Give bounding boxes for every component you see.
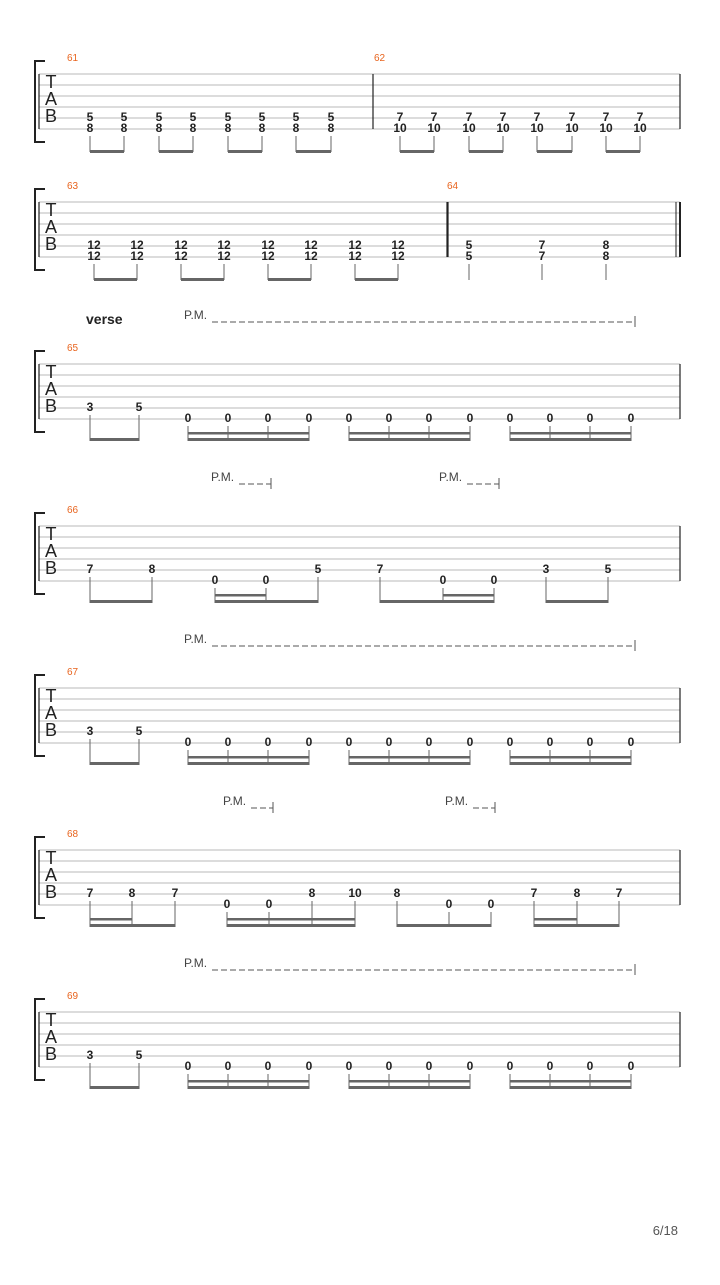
fret-number: 7	[396, 110, 404, 124]
fret-number: 0	[546, 411, 554, 425]
fret-number: 5	[224, 110, 232, 124]
beam	[443, 594, 494, 597]
fret-number: 0	[586, 1059, 594, 1073]
fret-number: 0	[211, 573, 219, 587]
beam	[349, 756, 470, 759]
beam	[510, 756, 631, 759]
fret-number: 0	[305, 1059, 313, 1073]
beam	[349, 1086, 470, 1089]
fret-number: 10	[599, 121, 613, 135]
fret-number: 8	[292, 121, 300, 135]
beam	[510, 762, 631, 765]
fret-number: 0	[466, 1059, 474, 1073]
fret-number: 12	[217, 249, 231, 263]
measure-number: 63	[67, 181, 79, 192]
fret-number: 8	[189, 121, 197, 135]
fret-number: 8	[120, 121, 128, 135]
fret-number: 5	[135, 724, 143, 738]
fret-number: 8	[602, 238, 610, 252]
beam	[349, 432, 470, 435]
beam	[159, 150, 193, 153]
fret-number: 7	[538, 238, 546, 252]
beam	[227, 918, 355, 921]
fret-number: 10	[530, 121, 544, 135]
beam	[228, 150, 262, 153]
beam	[215, 594, 266, 597]
fret-number: 0	[264, 1059, 272, 1073]
beam	[215, 600, 318, 603]
measure-number: 64	[447, 181, 459, 192]
beam	[90, 600, 152, 603]
system-bracket	[35, 675, 45, 756]
measure-number: 62	[374, 53, 386, 64]
beam	[355, 278, 398, 281]
beam	[510, 432, 631, 435]
fret-number: 7	[602, 110, 610, 124]
fret-number: 12	[174, 249, 188, 263]
fret-number: 0	[466, 411, 474, 425]
fret-number: 0	[546, 1059, 554, 1073]
fret-number: 0	[385, 735, 393, 749]
beam	[510, 1080, 631, 1083]
beam	[188, 762, 309, 765]
fret-number: 0	[223, 897, 231, 911]
fret-number: 7	[430, 110, 438, 124]
fret-number: 10	[427, 121, 441, 135]
fret-number: 7	[568, 110, 576, 124]
beam	[534, 918, 577, 921]
beam	[349, 762, 470, 765]
fret-number: 5	[120, 110, 128, 124]
fret-number: 5	[292, 110, 300, 124]
tab-clef-letter: A	[44, 379, 58, 399]
tab-system	[35, 181, 680, 281]
fret-number: 12	[87, 249, 101, 263]
fret-number: 5	[86, 110, 94, 124]
fret-number: 0	[425, 735, 433, 749]
palm-mute-label: P.M.	[184, 632, 208, 646]
tab-clef-letter: T	[45, 686, 57, 706]
fret-number: 3	[542, 562, 550, 576]
fret-number: 10	[565, 121, 579, 135]
beam	[90, 924, 175, 927]
beam	[188, 438, 309, 441]
tab-clef-letter: T	[45, 362, 57, 382]
tab-system	[35, 308, 680, 441]
fret-number: 0	[345, 735, 353, 749]
fret-number: 12	[304, 238, 318, 252]
fret-number: 7	[171, 886, 179, 900]
fret-number: 7	[499, 110, 507, 124]
fret-number: 7	[533, 110, 541, 124]
tab-clef-letter: T	[45, 72, 57, 92]
fret-number: 0	[439, 573, 447, 587]
beam	[537, 150, 572, 153]
fret-number: 12	[217, 238, 231, 252]
fret-number: 0	[466, 735, 474, 749]
fret-number: 0	[586, 411, 594, 425]
fret-number: 0	[345, 1059, 353, 1073]
section-label: verse	[86, 311, 123, 327]
measure-number: 69	[67, 991, 79, 1002]
palm-mute-label: P.M.	[184, 956, 208, 970]
beam	[188, 1080, 309, 1083]
tab-clef-letter: B	[44, 234, 58, 254]
beam	[349, 438, 470, 441]
fret-number: 5	[465, 249, 473, 263]
tab-clef-letter: T	[45, 1010, 57, 1030]
system-bracket	[35, 189, 45, 270]
palm-mute-label: P.M.	[184, 308, 208, 322]
beam	[90, 150, 124, 153]
fret-number: 12	[261, 238, 275, 252]
fret-number: 7	[636, 110, 644, 124]
fret-number: 0	[627, 1059, 635, 1073]
beam	[296, 150, 331, 153]
fret-number: 7	[376, 562, 384, 576]
fret-number: 5	[189, 110, 197, 124]
fret-number: 0	[264, 735, 272, 749]
fret-number: 0	[305, 411, 313, 425]
fret-number: 8	[128, 886, 136, 900]
tab-clef-letter: B	[44, 558, 58, 578]
tab-clef-letter: A	[44, 89, 58, 109]
fret-number: 0	[184, 1059, 192, 1073]
beam	[188, 756, 309, 759]
palm-mute-label: P.M.	[445, 794, 469, 808]
fret-number: 5	[155, 110, 163, 124]
fret-number: 12	[391, 249, 405, 263]
fret-number: 0	[345, 411, 353, 425]
fret-number: 8	[86, 121, 94, 135]
fret-number: 5	[465, 238, 473, 252]
measure-number: 66	[67, 505, 79, 516]
fret-number: 0	[506, 411, 514, 425]
fret-number: 5	[135, 400, 143, 414]
tab-clef-letter: A	[44, 865, 58, 885]
system-bracket	[35, 61, 45, 142]
fret-number: 12	[261, 249, 275, 263]
fret-number: 0	[184, 735, 192, 749]
fret-number: 3	[86, 1048, 94, 1062]
fret-number: 10	[496, 121, 510, 135]
fret-number: 5	[135, 1048, 143, 1062]
fret-number: 0	[546, 735, 554, 749]
fret-number: 7	[538, 249, 546, 263]
fret-number: 7	[530, 886, 538, 900]
fret-number: 8	[327, 121, 335, 135]
palm-mute-label: P.M.	[223, 794, 247, 808]
fret-number: 8	[308, 886, 316, 900]
fret-number: 5	[314, 562, 322, 576]
measure-number: 65	[67, 343, 79, 354]
fret-number: 3	[86, 400, 94, 414]
measure-number: 61	[67, 53, 79, 64]
beam	[94, 278, 137, 281]
fret-number: 0	[224, 411, 232, 425]
beam	[349, 1080, 470, 1083]
system-bracket	[35, 513, 45, 594]
tab-clef-letter: A	[44, 1027, 58, 1047]
fret-number: 8	[258, 121, 266, 135]
tab-system	[35, 470, 680, 603]
fret-number: 3	[86, 724, 94, 738]
fret-number: 0	[445, 897, 453, 911]
beam	[188, 1086, 309, 1089]
palm-mute-label: P.M.	[211, 470, 235, 484]
fret-number: 0	[586, 735, 594, 749]
fret-number: 0	[506, 735, 514, 749]
fret-number: 10	[462, 121, 476, 135]
system-bracket	[35, 351, 45, 432]
system-bracket	[35, 837, 45, 918]
fret-number: 12	[348, 238, 362, 252]
fret-number: 8	[148, 562, 156, 576]
fret-number: 0	[262, 573, 270, 587]
tab-clef-letter: B	[44, 720, 58, 740]
beam	[188, 432, 309, 435]
fret-number: 10	[393, 121, 407, 135]
fret-number: 0	[305, 735, 313, 749]
beam	[510, 1086, 631, 1089]
measure-number: 68	[67, 829, 79, 840]
beam	[546, 600, 608, 603]
tab-clef-letter: T	[45, 524, 57, 544]
fret-number: 7	[86, 562, 94, 576]
fret-number: 0	[627, 411, 635, 425]
tab-clef-letter: T	[45, 200, 57, 220]
tab-clef-letter: B	[44, 882, 58, 902]
tab-clef-letter: A	[44, 541, 58, 561]
beam	[227, 924, 355, 927]
beam	[268, 278, 311, 281]
fret-number: 0	[224, 735, 232, 749]
beam	[90, 762, 139, 765]
beam	[510, 438, 631, 441]
tab-clef-letter: B	[44, 396, 58, 416]
beam	[90, 1086, 139, 1089]
fret-number: 12	[391, 238, 405, 252]
fret-number: 5	[258, 110, 266, 124]
fret-number: 0	[490, 573, 498, 587]
fret-number: 0	[425, 1059, 433, 1073]
fret-number: 0	[487, 897, 495, 911]
beam	[397, 924, 491, 927]
fret-number: 10	[348, 886, 362, 900]
beam	[181, 278, 224, 281]
fret-number: 8	[602, 249, 610, 263]
fret-number: 0	[265, 897, 273, 911]
fret-number: 5	[327, 110, 335, 124]
palm-mute-label: P.M.	[439, 470, 463, 484]
beam	[534, 924, 619, 927]
tab-system	[35, 53, 680, 153]
tab-clef-letter: T	[45, 848, 57, 868]
beam	[400, 150, 434, 153]
fret-number: 7	[615, 886, 623, 900]
fret-number: 12	[304, 249, 318, 263]
beam	[380, 600, 494, 603]
fret-number: 10	[633, 121, 647, 135]
fret-number: 8	[155, 121, 163, 135]
tab-system	[35, 956, 680, 1089]
fret-number: 12	[174, 238, 188, 252]
beam	[469, 150, 503, 153]
tab-clef-letter: A	[44, 217, 58, 237]
tab-system	[35, 794, 680, 927]
fret-number: 8	[393, 886, 401, 900]
fret-number: 8	[224, 121, 232, 135]
fret-number: 0	[385, 411, 393, 425]
fret-number: 0	[506, 1059, 514, 1073]
beam	[90, 438, 139, 441]
system-bracket	[35, 999, 45, 1080]
fret-number: 7	[86, 886, 94, 900]
tab-clef-letter: A	[44, 703, 58, 723]
fret-number: 7	[465, 110, 473, 124]
fret-number: 12	[87, 238, 101, 252]
fret-number: 0	[184, 411, 192, 425]
beam	[606, 150, 640, 153]
fret-number: 12	[130, 249, 144, 263]
fret-number: 8	[573, 886, 581, 900]
tab-clef-letter: B	[44, 106, 58, 126]
measure-number: 67	[67, 667, 79, 678]
tab-clef-letter: B	[44, 1044, 58, 1064]
fret-number: 0	[224, 1059, 232, 1073]
beam	[90, 918, 132, 921]
fret-number: 12	[130, 238, 144, 252]
tab-system	[35, 632, 680, 765]
fret-number: 5	[604, 562, 612, 576]
fret-number: 12	[348, 249, 362, 263]
fret-number: 0	[264, 411, 272, 425]
page-number: 6/18	[652, 1223, 678, 1238]
fret-number: 0	[385, 1059, 393, 1073]
fret-number: 0	[425, 411, 433, 425]
fret-number: 0	[627, 735, 635, 749]
